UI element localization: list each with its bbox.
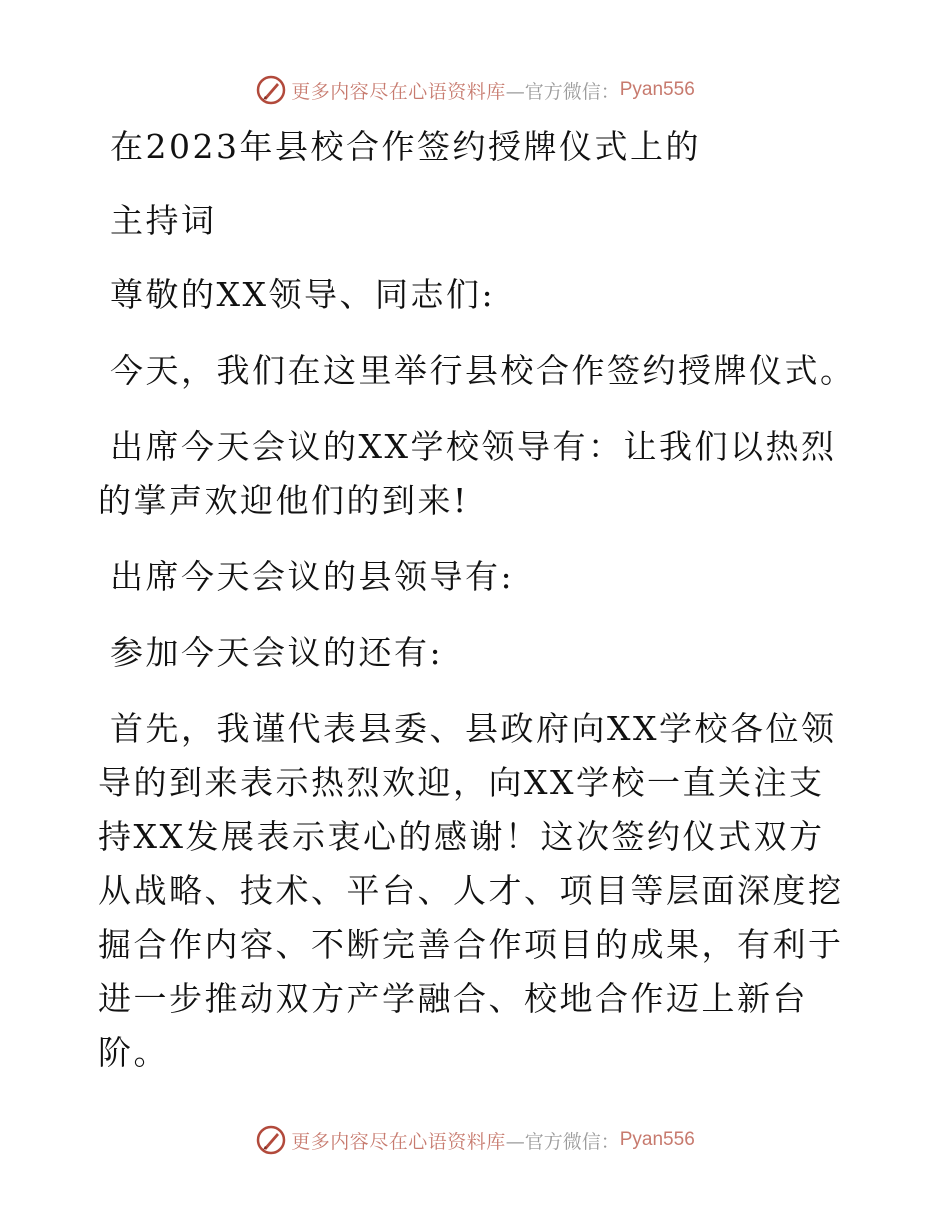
body-paragraph: 今天，我们在这里举行县校合作签约授牌仪式。 xyxy=(110,351,856,390)
body-paragraph: 出席今天会议的县领导有: xyxy=(110,557,515,596)
watermark-text: 更多内容尽在心语资料库 xyxy=(291,1130,506,1153)
body-paragraph: 参加今天会议的还有: xyxy=(110,633,444,672)
quill-logo-icon xyxy=(255,1124,287,1156)
greeting-paragraph: 尊敬的XX领导、同志们: xyxy=(110,275,496,314)
watermark-text: 更多内容尽在心语资料库 xyxy=(291,80,506,103)
body-paragraph: 出席今天会议的XX学校领导有：让我们以热烈的掌声欢迎他们的到来! xyxy=(98,427,837,520)
watermark-separator: —官方微信： xyxy=(505,80,620,103)
watermark-separator: —官方微信： xyxy=(505,1130,620,1153)
document-title-line-1: 在2023年县校合作签约授牌仪式上的 xyxy=(110,127,701,166)
watermark-wechat-id: Pyan556 xyxy=(619,79,695,100)
watermark-wechat-id: Pyan556 xyxy=(619,1129,695,1150)
body-paragraph: 首先，我谨代表县委、县政府向XX学校各位领导的到来表示热烈欢迎，向XX学校一直关注支持XX发展表示衷心的感谢！这次签约仪式双方从战略、技术、平台、人才、项目等层面深度挖掘合作内容、不断完善合作项目的成果，有利于进一步推动双方产学融合、校地合作迈上新台阶。 xyxy=(98,709,844,1072)
document-body xyxy=(98,120,858,1102)
quill-logo-icon xyxy=(255,74,287,106)
header-watermark xyxy=(0,70,950,110)
footer-watermark xyxy=(0,1120,950,1160)
document-title-line-2: 主持词 xyxy=(110,201,217,240)
